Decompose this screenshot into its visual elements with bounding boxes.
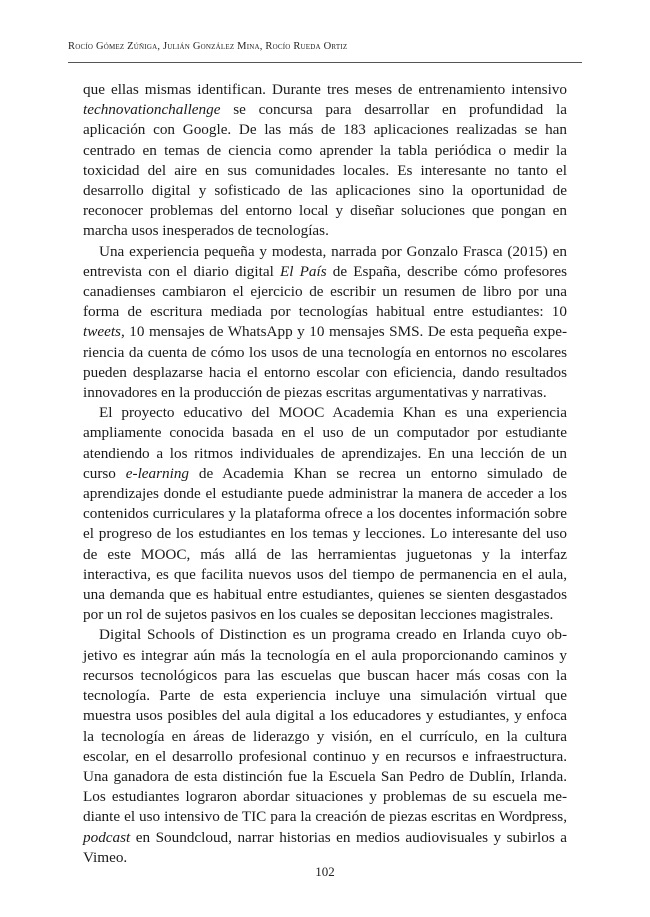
text-run: El proyecto educativo del MOOC Academia Khan es una experiencia ampliamente conocida basada en el uso de un computador por estudiante atendiendo a los ritmos individuales de aprendizajes. En una lección de un curso bbox=[83, 404, 567, 482]
page-number: 102 bbox=[315, 864, 335, 879]
text-run: de Academia Khan se recrea un entorno simulado de aprendizajes donde el estudiante puede administrar la manera de acceder a los contenidos curriculares y la plataforma ofrece a los docentes información sobre el progreso de los estudiantes en los temas y lecciones. Lo interesante del uso de este MOOC, más allá de las herramientas juguetonas y la interfaz interactiva, es que facilita nuevos usos del tiempo de permanencia en el aula, una demanda que es habitual entre estudiantes, quienes se sienten desgastados por un rol de sujetos pasivos en los cuales se depositan lecciones magistrales. bbox=[83, 464, 568, 624]
paragraph bbox=[83, 403, 567, 625]
text-run: Digital Schools of Distinction es un programa creado en Irlanda cuyo objetivo es integrar aún más la tecnología en el aula proporcionando caminos y recursos tecnológicos para las escuelas que buscan hacer más cosas con la tecnología. Parte de esta experiencia incluye una simulación virtual que muestra usos posibles del aula digital a los educadores y estudiantes, y enfoca la tecnología en áreas de liderazgo y visión, en el currículo, en la cultura escolar, en el desarrollo profesional continuo y en recursos e infraestructura. Una ganadora de esta distinción fue la Escuela San Pedro de Dublín, Irlanda. Los estudiantes lograron abordar situaciones y problemas de su escuela mediante el uso intensivo de TIC para la creación de piezas escritas en Wordpress, bbox=[83, 626, 567, 826]
text-run: en Soundcloud, narrar historias en medios audiovisuales y subirlos a Vimeo. bbox=[83, 828, 567, 866]
paragraph bbox=[83, 242, 567, 404]
running-head-authors: Rocío Gómez Zúñiga, Julián González Mina, Rocío Rueda Ortiz bbox=[68, 41, 348, 52]
italic-text: podcast bbox=[83, 828, 131, 846]
italic-text: El País bbox=[279, 262, 327, 280]
text-run: Una experiencia pequeña y modesta, narrada por Gonzalo Frasca (2015) en entrevista con el diario digital bbox=[83, 242, 567, 280]
italic-text: tweets bbox=[83, 323, 121, 341]
italic-text: technovationchallenge bbox=[83, 101, 221, 119]
text-run: de España, describe cómo profesores canadienses cambiaron el ejercicio de escribir un resumen de libro por una forma de escritura mediada por tecnologías habitual entre estudiantes: 10 bbox=[83, 262, 567, 321]
paragraph bbox=[83, 625, 567, 867]
text-run: que ellas mismas identifican. Durante tres meses de entrenamiento intensivo bbox=[83, 81, 567, 98]
paragraph bbox=[83, 80, 567, 242]
italic-text: e-learning bbox=[125, 464, 190, 482]
text-run: , 10 mensajes de WhatsApp y 10 mensajes SMS. De esta pequeña experiencia da cuenta de cómo los usos de una tecnología en entornos no escolares pueden desplazarse hacia el entorno escolar con eficiencia, dando resultados innovadores en la producción de piezas escritas argumentativas y narrativas. bbox=[83, 323, 567, 402]
body-text bbox=[83, 80, 567, 868]
text-run: se concursa para desarrollar en profundidad la aplicación con Google. De las más de 183 aplicaciones realizadas se han centrado en temas de ciencia como aprender la tabla periódica o medir la toxicidad del aire en sus comunidades locales. Es interesante no tanto el desarrollo digital y sofisticado de las aplicaciones sino la oportunidad de reconocer problemas del entorno local y diseñar soluciones que pongan en marcha usos inesperados de tecnologías. bbox=[83, 101, 567, 240]
header-rule bbox=[68, 62, 582, 63]
